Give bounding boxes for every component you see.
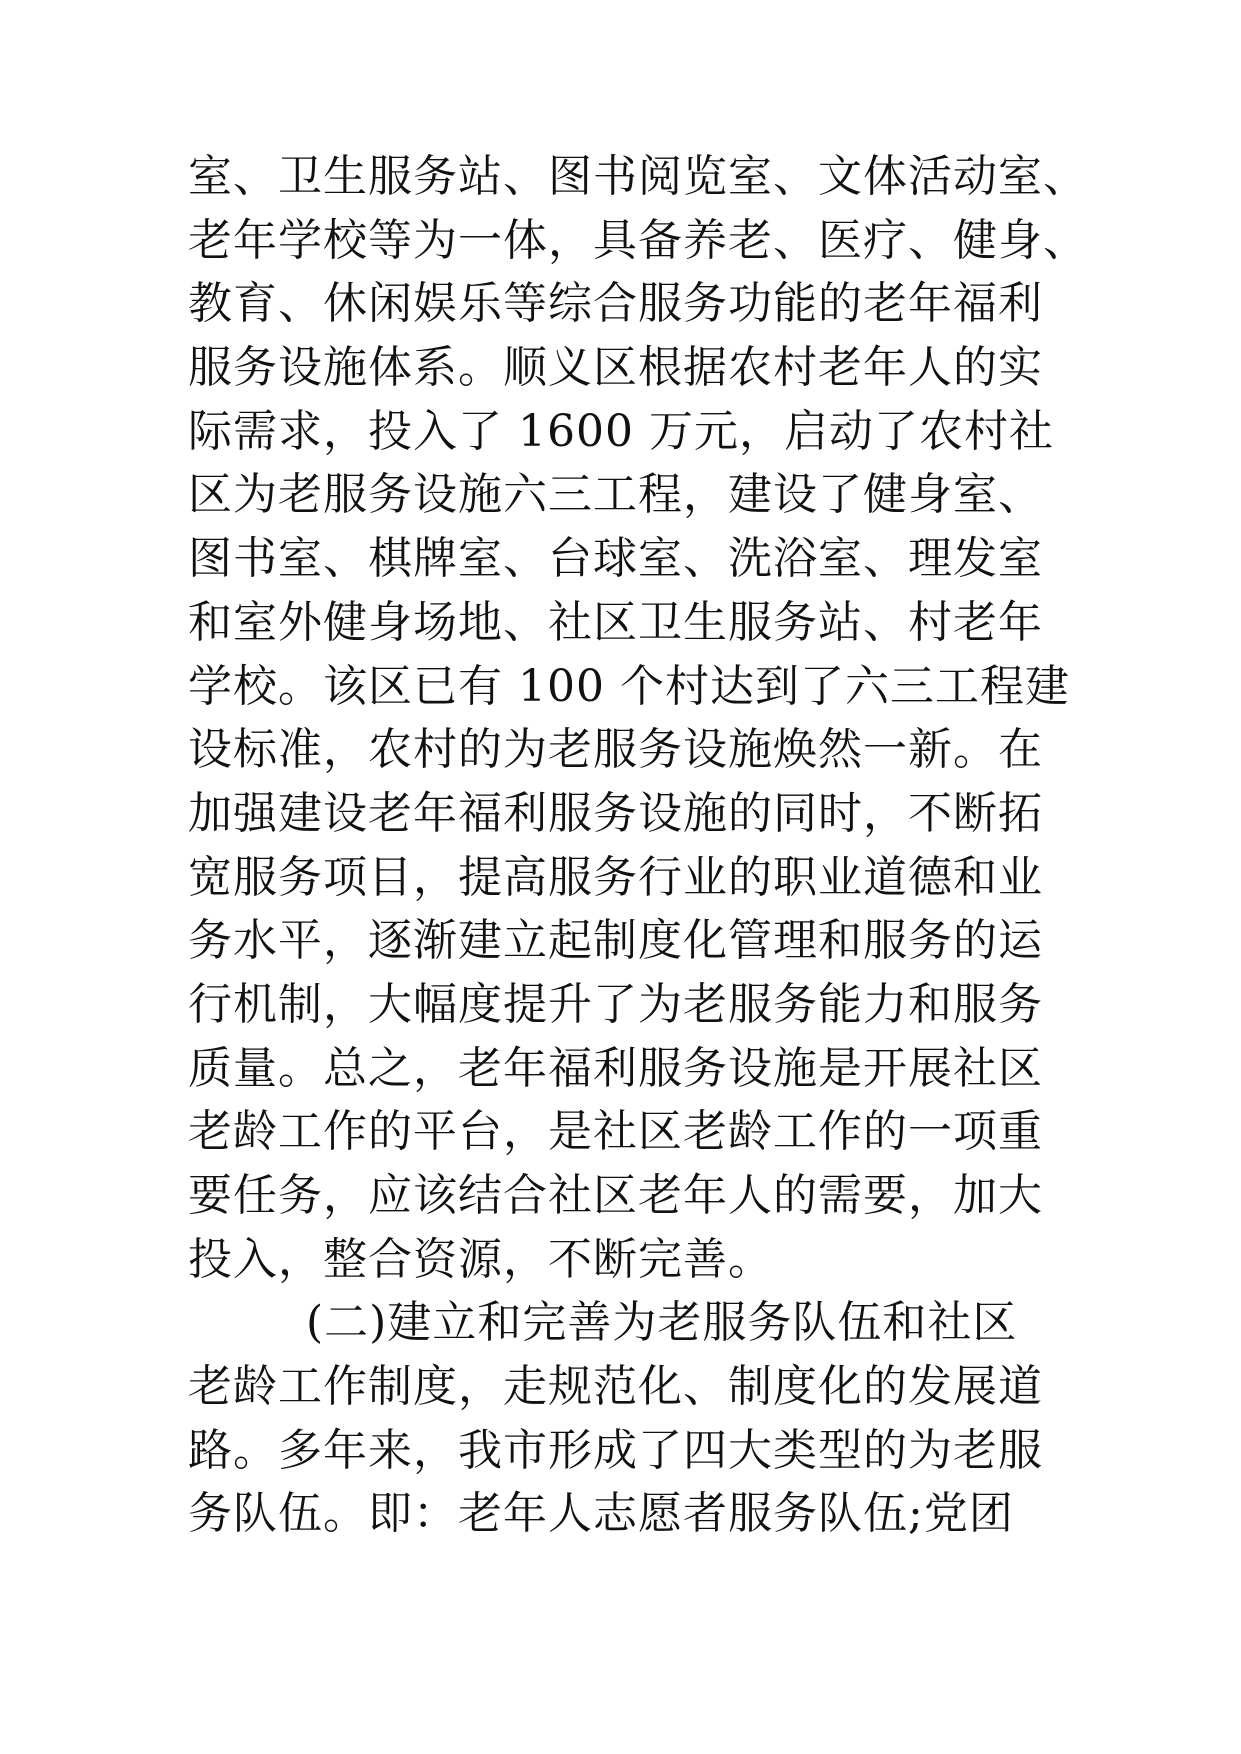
text-line: 学校。该区已有 100 个村达到了六三工程建 <box>188 660 1070 712</box>
text-line: 务队伍。即：老年人志愿者服务队伍;党团 <box>188 1488 1014 1540</box>
text-line: 服务设施体系。顺义区根据农村老年人的实 <box>188 342 1043 394</box>
body-text <box>188 145 1168 1546</box>
text-line: 行机制，大幅度提升了为老服务能力和服务 <box>188 978 1043 1030</box>
section-heading-line: (二)建立和完善为老服务队伍和社区 <box>306 1297 1018 1349</box>
text-line: 要任务，应该结合社区老年人的需要，加大 <box>188 1170 1043 1221</box>
text-line: 加强建设老年福利服务设施的同时，不断拓 <box>188 787 1043 839</box>
text-line: 图书室、棋牌室、台球室、洗浴室、理发室 <box>188 533 1043 585</box>
text-line: 教育、休闲娱乐等综合服务功能的老年福利 <box>188 278 1043 330</box>
text-line: 宽服务项目，提高服务行业的职业道德和业 <box>188 851 1043 903</box>
text-line: 老龄工作的平台，是社区老龄工作的一项重 <box>188 1106 1043 1158</box>
text-line: 务水平，逐渐建立起制度化管理和服务的运 <box>188 915 1043 967</box>
text-line: 设标准，农村的为老服务设施焕然一新。在 <box>188 724 1043 776</box>
text-line: 和室外健身场地、社区卫生服务站、村老年 <box>188 596 1043 648</box>
text-line: 投入，整合资源，不断完善。 <box>188 1233 773 1285</box>
text-line: 质量。总之，老年福利服务设施是开展社区 <box>188 1042 1043 1094</box>
text-line: 路。多年来，我市形成了四大类型的为老服 <box>188 1424 1043 1476</box>
text-line: 老龄工作制度，走规范化、制度化的发展道 <box>188 1361 1043 1413</box>
text-line: 际需求，投入了 1600 万元，启动了农村社 <box>188 405 1054 457</box>
text-line: 区为老服务设施六三工程，建设了健身室、 <box>188 469 1043 521</box>
text-line: 室、卫生服务站、图书阅览室、文体活动室、 <box>188 151 1088 202</box>
text-line: 老年学校等为一体，具备养老、医疗、健身、 <box>188 214 1088 266</box>
